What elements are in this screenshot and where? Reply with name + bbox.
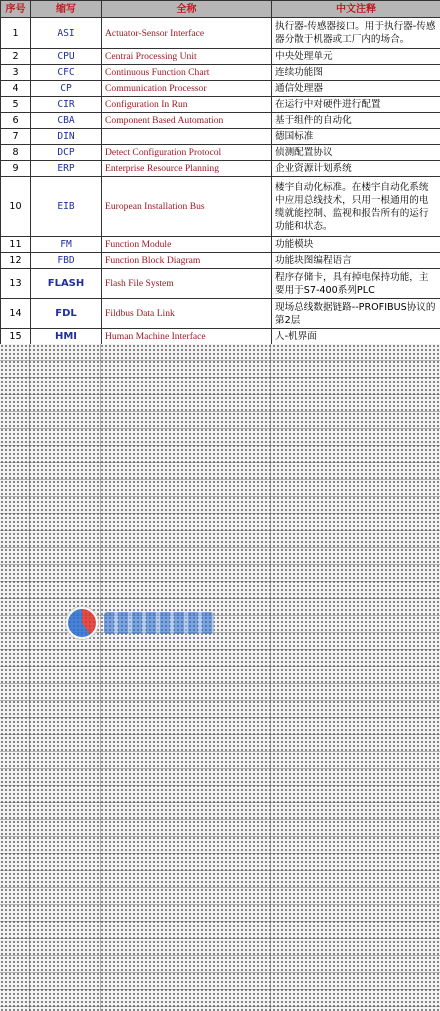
- row-seq: 7: [1, 129, 31, 145]
- row-abbr: ASI: [31, 18, 102, 49]
- table-row: [1, 145, 440, 161]
- row-cn: 企业资源计划系统: [272, 161, 440, 177]
- row-abbr: FM: [31, 237, 102, 253]
- row-seq: 2: [1, 49, 31, 65]
- header-seq: 序号: [1, 1, 31, 18]
- table-row: [1, 161, 440, 177]
- row-seq: 1: [1, 18, 31, 49]
- table-row: [1, 329, 440, 345]
- table-row: [1, 269, 440, 299]
- row-seq: 10: [1, 177, 31, 237]
- table-row: [1, 129, 440, 145]
- row-full: Human Machine Interface: [102, 329, 272, 345]
- header-full: 全称: [102, 1, 272, 18]
- row-abbr: CIR: [31, 97, 102, 113]
- row-full: Component Based Automation: [102, 113, 272, 129]
- row-cn: 执行器-传感器接口。用于执行器-传感器分散于机器或工厂内的场合。: [272, 18, 440, 49]
- row-cn: 功能模块: [272, 237, 440, 253]
- row-cn: 现场总线数据链路--PROFIBUS协议的第2层: [272, 299, 440, 329]
- row-abbr: ERP: [31, 161, 102, 177]
- row-seq: 14: [1, 299, 31, 329]
- row-cn: 程序存储卡，具有掉电保持功能，主要用于S7-400系列PLC: [272, 269, 440, 299]
- table-row: [1, 49, 440, 65]
- table-row: [1, 65, 440, 81]
- row-full: [102, 129, 272, 145]
- row-full: Enterprise Resource Planning: [102, 161, 272, 177]
- row-full: Communication Processor: [102, 81, 272, 97]
- row-full: Detect Configuration Protocol: [102, 145, 272, 161]
- obscured-column-lines: [0, 344, 440, 1011]
- row-cn: 德国标准: [272, 129, 440, 145]
- watermark-logo-icon: [66, 607, 98, 639]
- row-full: Actuator-Sensor Interface: [102, 18, 272, 49]
- row-abbr: EIB: [31, 177, 102, 237]
- row-seq: 9: [1, 161, 31, 177]
- row-cn: 连续功能图: [272, 65, 440, 81]
- row-full: Function Module: [102, 237, 272, 253]
- row-abbr: CFC: [31, 65, 102, 81]
- row-cn: 中央处理单元: [272, 49, 440, 65]
- table-row: [1, 299, 440, 329]
- row-seq: 3: [1, 65, 31, 81]
- row-abbr: DCP: [31, 145, 102, 161]
- row-abbr: HMI: [31, 329, 102, 345]
- row-seq: 6: [1, 113, 31, 129]
- row-seq: 4: [1, 81, 31, 97]
- header-cn: 中文注释: [272, 1, 440, 18]
- row-abbr: FDL: [31, 299, 102, 329]
- row-full: European Installation Bus: [102, 177, 272, 237]
- row-abbr: FLASH: [31, 269, 102, 299]
- row-full: Continuous Function Chart: [102, 65, 272, 81]
- row-seq: 11: [1, 237, 31, 253]
- row-seq: 15: [1, 329, 31, 345]
- row-cn: 在运行中对硬件进行配置: [272, 97, 440, 113]
- table-row: [1, 113, 440, 129]
- watermark-logo: [66, 606, 216, 640]
- table-row: [1, 97, 440, 113]
- row-cn: 功能块图编程语言: [272, 253, 440, 269]
- row-abbr: CPU: [31, 49, 102, 65]
- row-full: Configuration In Run: [102, 97, 272, 113]
- row-seq: 5: [1, 97, 31, 113]
- row-seq: 12: [1, 253, 31, 269]
- table-row: [1, 253, 440, 269]
- row-full: Function Block Diagram: [102, 253, 272, 269]
- watermark-text-block: [104, 612, 214, 634]
- table-header-row: [1, 1, 440, 18]
- table-row: [1, 18, 440, 49]
- row-full: Flash File System: [102, 269, 272, 299]
- row-cn: 通信处理器: [272, 81, 440, 97]
- row-seq: 8: [1, 145, 31, 161]
- row-abbr: FBD: [31, 253, 102, 269]
- header-abbr: 缩写: [31, 1, 102, 18]
- row-full: Fildbus Data Link: [102, 299, 272, 329]
- table-row: [1, 81, 440, 97]
- row-cn: 人-机界面: [272, 329, 440, 345]
- row-full: Centrai Processing Unit: [102, 49, 272, 65]
- row-cn: 侦测配置协议: [272, 145, 440, 161]
- table-row: [1, 237, 440, 253]
- row-abbr: DIN: [31, 129, 102, 145]
- row-cn: 楼宇自动化标准。在楼宇自动化系统中应用总线技术，只用一根通用的电缆就能控制、监视和报告所有的运行功能和状态。: [272, 177, 440, 237]
- row-abbr: CBA: [31, 113, 102, 129]
- abbreviation-table: [0, 0, 440, 361]
- table-row: [1, 177, 440, 237]
- obscured-region: [0, 344, 440, 1011]
- row-cn: 基于组件的自动化: [272, 113, 440, 129]
- row-seq: 13: [1, 269, 31, 299]
- row-abbr: CP: [31, 81, 102, 97]
